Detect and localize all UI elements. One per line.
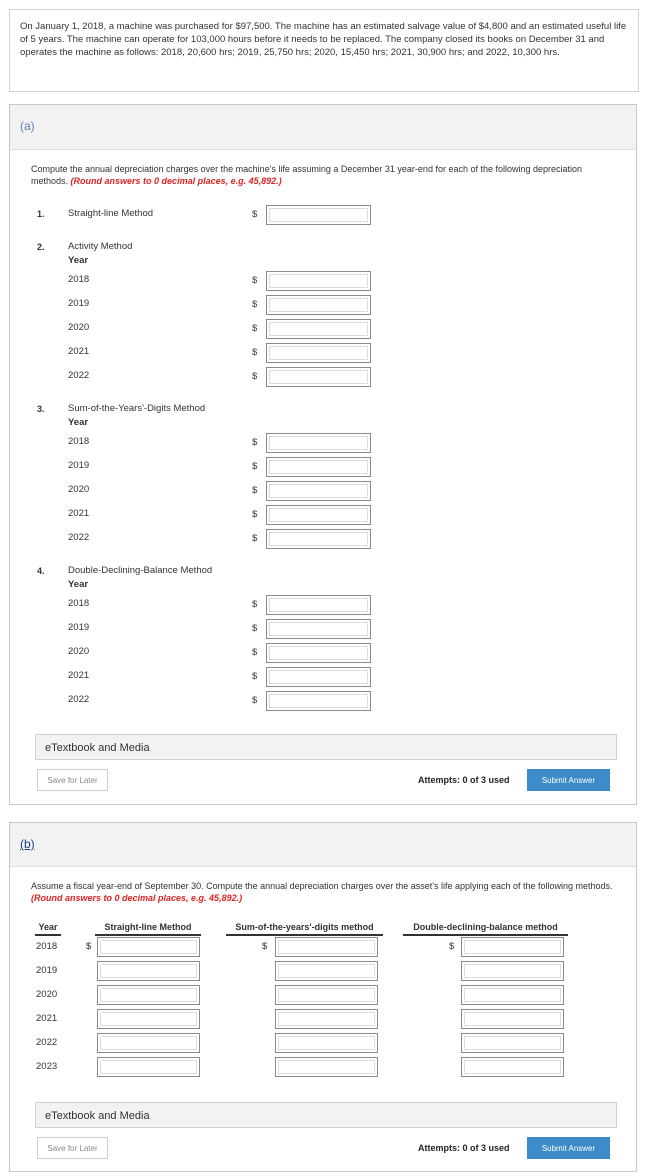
dollar-sign: $ bbox=[252, 461, 258, 472]
b-syd-input-2018[interactable] bbox=[275, 937, 378, 957]
etextbook-label: eTextbook and Media bbox=[45, 742, 150, 754]
ddb-input-2018[interactable] bbox=[266, 595, 371, 615]
syd-input-2022[interactable] bbox=[266, 529, 371, 549]
method-4-number: 4. bbox=[37, 566, 45, 576]
submit-answer-button[interactable]: Submit Answer bbox=[527, 1137, 610, 1159]
dollar-sign: $ bbox=[252, 485, 258, 496]
dollar-sign: $ bbox=[252, 671, 258, 682]
year-label: 2019 bbox=[68, 298, 90, 309]
attempts-counter: Attempts: 0 of 3 used bbox=[418, 775, 510, 785]
ddb-input-2019[interactable] bbox=[266, 619, 371, 639]
year-header: Year bbox=[68, 579, 89, 590]
dollar-sign: $ bbox=[252, 623, 258, 634]
syd-input-2019[interactable] bbox=[266, 457, 371, 477]
attempts-counter: Attempts: 0 of 3 used bbox=[418, 1143, 510, 1153]
submit-answer-button[interactable]: Submit Answer bbox=[527, 769, 610, 791]
b-ddb-input-2019[interactable] bbox=[461, 961, 564, 981]
col-header-straight-line: Straight-line Method bbox=[95, 922, 201, 936]
year-label: 2020 bbox=[36, 989, 58, 1000]
activity-input-2022[interactable] bbox=[266, 367, 371, 387]
b-ddb-input-2021[interactable] bbox=[461, 1009, 564, 1029]
dollar-sign: $ bbox=[86, 941, 92, 952]
part-a-header bbox=[10, 105, 636, 150]
dollar-sign: $ bbox=[262, 941, 268, 952]
dollar-sign: $ bbox=[252, 533, 258, 544]
method-3-number: 3. bbox=[37, 404, 45, 414]
part-b-label[interactable]: (b) bbox=[20, 837, 35, 851]
col-header-ddb: Double-declining-balance method bbox=[403, 922, 568, 936]
b-ddb-input-2020[interactable] bbox=[461, 985, 564, 1005]
part-b-instructions: Assume a fiscal year-end of September 30. Compute the annual depreciation charges over the asset's life applying each of the following methods. (Round answers to 0 decimal places, e.g. 45,892.) bbox=[31, 881, 613, 903]
part-a-label: (a) bbox=[20, 119, 35, 133]
year-label: 2022 bbox=[68, 694, 90, 705]
b-syd-input-2021[interactable] bbox=[275, 1009, 378, 1029]
dollar-sign: $ bbox=[252, 209, 258, 220]
dollar-sign: $ bbox=[252, 599, 258, 610]
dollar-sign: $ bbox=[252, 371, 258, 382]
year-header: Year bbox=[68, 417, 89, 428]
dollar-sign: $ bbox=[252, 647, 258, 658]
year-header: Year bbox=[68, 255, 89, 266]
b-sl-input-2021[interactable] bbox=[97, 1009, 200, 1029]
year-label: 2018 bbox=[68, 436, 90, 447]
etextbook-media-bar[interactable] bbox=[35, 734, 617, 760]
year-label: 2020 bbox=[68, 322, 90, 333]
year-label: 2022 bbox=[68, 532, 90, 543]
dollar-sign: $ bbox=[252, 437, 258, 448]
b-sl-input-2022[interactable] bbox=[97, 1033, 200, 1053]
part-b-header bbox=[10, 823, 636, 867]
year-label: 2019 bbox=[68, 622, 90, 633]
method-2-name: Activity Method bbox=[68, 241, 133, 252]
straight-line-input[interactable] bbox=[266, 205, 371, 225]
etextbook-media-bar[interactable] bbox=[35, 1102, 617, 1128]
year-label: 2018 bbox=[68, 598, 90, 609]
dollar-sign: $ bbox=[252, 347, 258, 358]
year-label: 2018 bbox=[36, 941, 58, 952]
save-for-later-button[interactable]: Save for Later bbox=[37, 1137, 108, 1159]
syd-input-2020[interactable] bbox=[266, 481, 371, 501]
year-label: 2020 bbox=[68, 646, 90, 657]
b-ddb-input-2023[interactable] bbox=[461, 1057, 564, 1077]
syd-input-2021[interactable] bbox=[266, 505, 371, 525]
year-label: 2020 bbox=[68, 484, 90, 495]
method-2-number: 2. bbox=[37, 242, 45, 252]
b-sl-input-2023[interactable] bbox=[97, 1057, 200, 1077]
b-sl-input-2019[interactable] bbox=[97, 961, 200, 981]
dollar-sign: $ bbox=[252, 509, 258, 520]
ddb-input-2021[interactable] bbox=[266, 667, 371, 687]
part-b-panel bbox=[9, 822, 637, 1172]
part-a-instructions: Compute the annual depreciation charges over the machine's life assuming a December 31 year-end for each of the following depreciation methods. (Round answers to 0 decimal places, e.g. 45,892.) bbox=[31, 164, 583, 186]
method-1-name: Straight-line Method bbox=[68, 208, 154, 219]
year-label: 2021 bbox=[68, 346, 90, 357]
b-ddb-input-2018[interactable] bbox=[461, 937, 564, 957]
dollar-sign: $ bbox=[252, 695, 258, 706]
etextbook-label: eTextbook and Media bbox=[45, 1110, 150, 1122]
dollar-sign: $ bbox=[449, 941, 455, 952]
year-label: 2018 bbox=[68, 274, 90, 285]
dollar-sign: $ bbox=[252, 299, 258, 310]
activity-input-2021[interactable] bbox=[266, 343, 371, 363]
method-4-name: Double-Declining-Balance Method bbox=[68, 565, 213, 576]
b-syd-input-2019[interactable] bbox=[275, 961, 378, 981]
method-1-number: 1. bbox=[37, 209, 45, 219]
b-sl-input-2020[interactable] bbox=[97, 985, 200, 1005]
b-syd-input-2022[interactable] bbox=[275, 1033, 378, 1053]
b-syd-input-2020[interactable] bbox=[275, 985, 378, 1005]
activity-input-2020[interactable] bbox=[266, 319, 371, 339]
col-header-syd: Sum-of-the-years'-digits method bbox=[226, 922, 383, 936]
year-label: 2019 bbox=[68, 460, 90, 471]
ddb-input-2022[interactable] bbox=[266, 691, 371, 711]
problem-text: On January 1, 2018, a machine was purchased for $97,500. The machine has an estimated salvage value of $4,800 and an estimated useful life of 5 years. The machine can operate for 103,000 hours before it needs to be replaced. The company closed its books on December 31 and operates the machine as follows: 2018, 20,600 hrs; 2019, 25,750 hrs; 2020, 15,450 hrs; 2021, 30,900 hrs; and 2022, 10,300 hrs. bbox=[20, 21, 627, 58]
year-label: 2022 bbox=[36, 1037, 58, 1048]
b-syd-input-2023[interactable] bbox=[275, 1057, 378, 1077]
save-for-later-button[interactable]: Save for Later bbox=[37, 769, 108, 791]
part-a-panel bbox=[9, 104, 637, 805]
year-label: 2021 bbox=[68, 670, 90, 681]
method-3-name: Sum-of-the-Years'-Digits Method bbox=[68, 403, 206, 414]
round-note: (Round answers to 0 decimal places, e.g. 45,892.) bbox=[31, 893, 243, 903]
year-label: 2021 bbox=[68, 508, 90, 519]
dollar-sign: $ bbox=[252, 275, 258, 286]
year-label: 2023 bbox=[36, 1061, 58, 1072]
year-label: 2019 bbox=[36, 965, 58, 976]
year-label: 2022 bbox=[68, 370, 90, 381]
syd-input-2018[interactable] bbox=[266, 433, 371, 453]
ddb-input-2020[interactable] bbox=[266, 643, 371, 663]
b-ddb-input-2022[interactable] bbox=[461, 1033, 564, 1053]
round-note: (Round answers to 0 decimal places, e.g. 45,892.) bbox=[70, 176, 282, 186]
activity-input-2018[interactable] bbox=[266, 271, 371, 291]
col-header-year: Year bbox=[35, 922, 61, 936]
year-label: 2021 bbox=[36, 1013, 58, 1024]
b-sl-input-2018[interactable] bbox=[97, 937, 200, 957]
problem-statement bbox=[9, 9, 639, 92]
activity-input-2019[interactable] bbox=[266, 295, 371, 315]
dollar-sign: $ bbox=[252, 323, 258, 334]
